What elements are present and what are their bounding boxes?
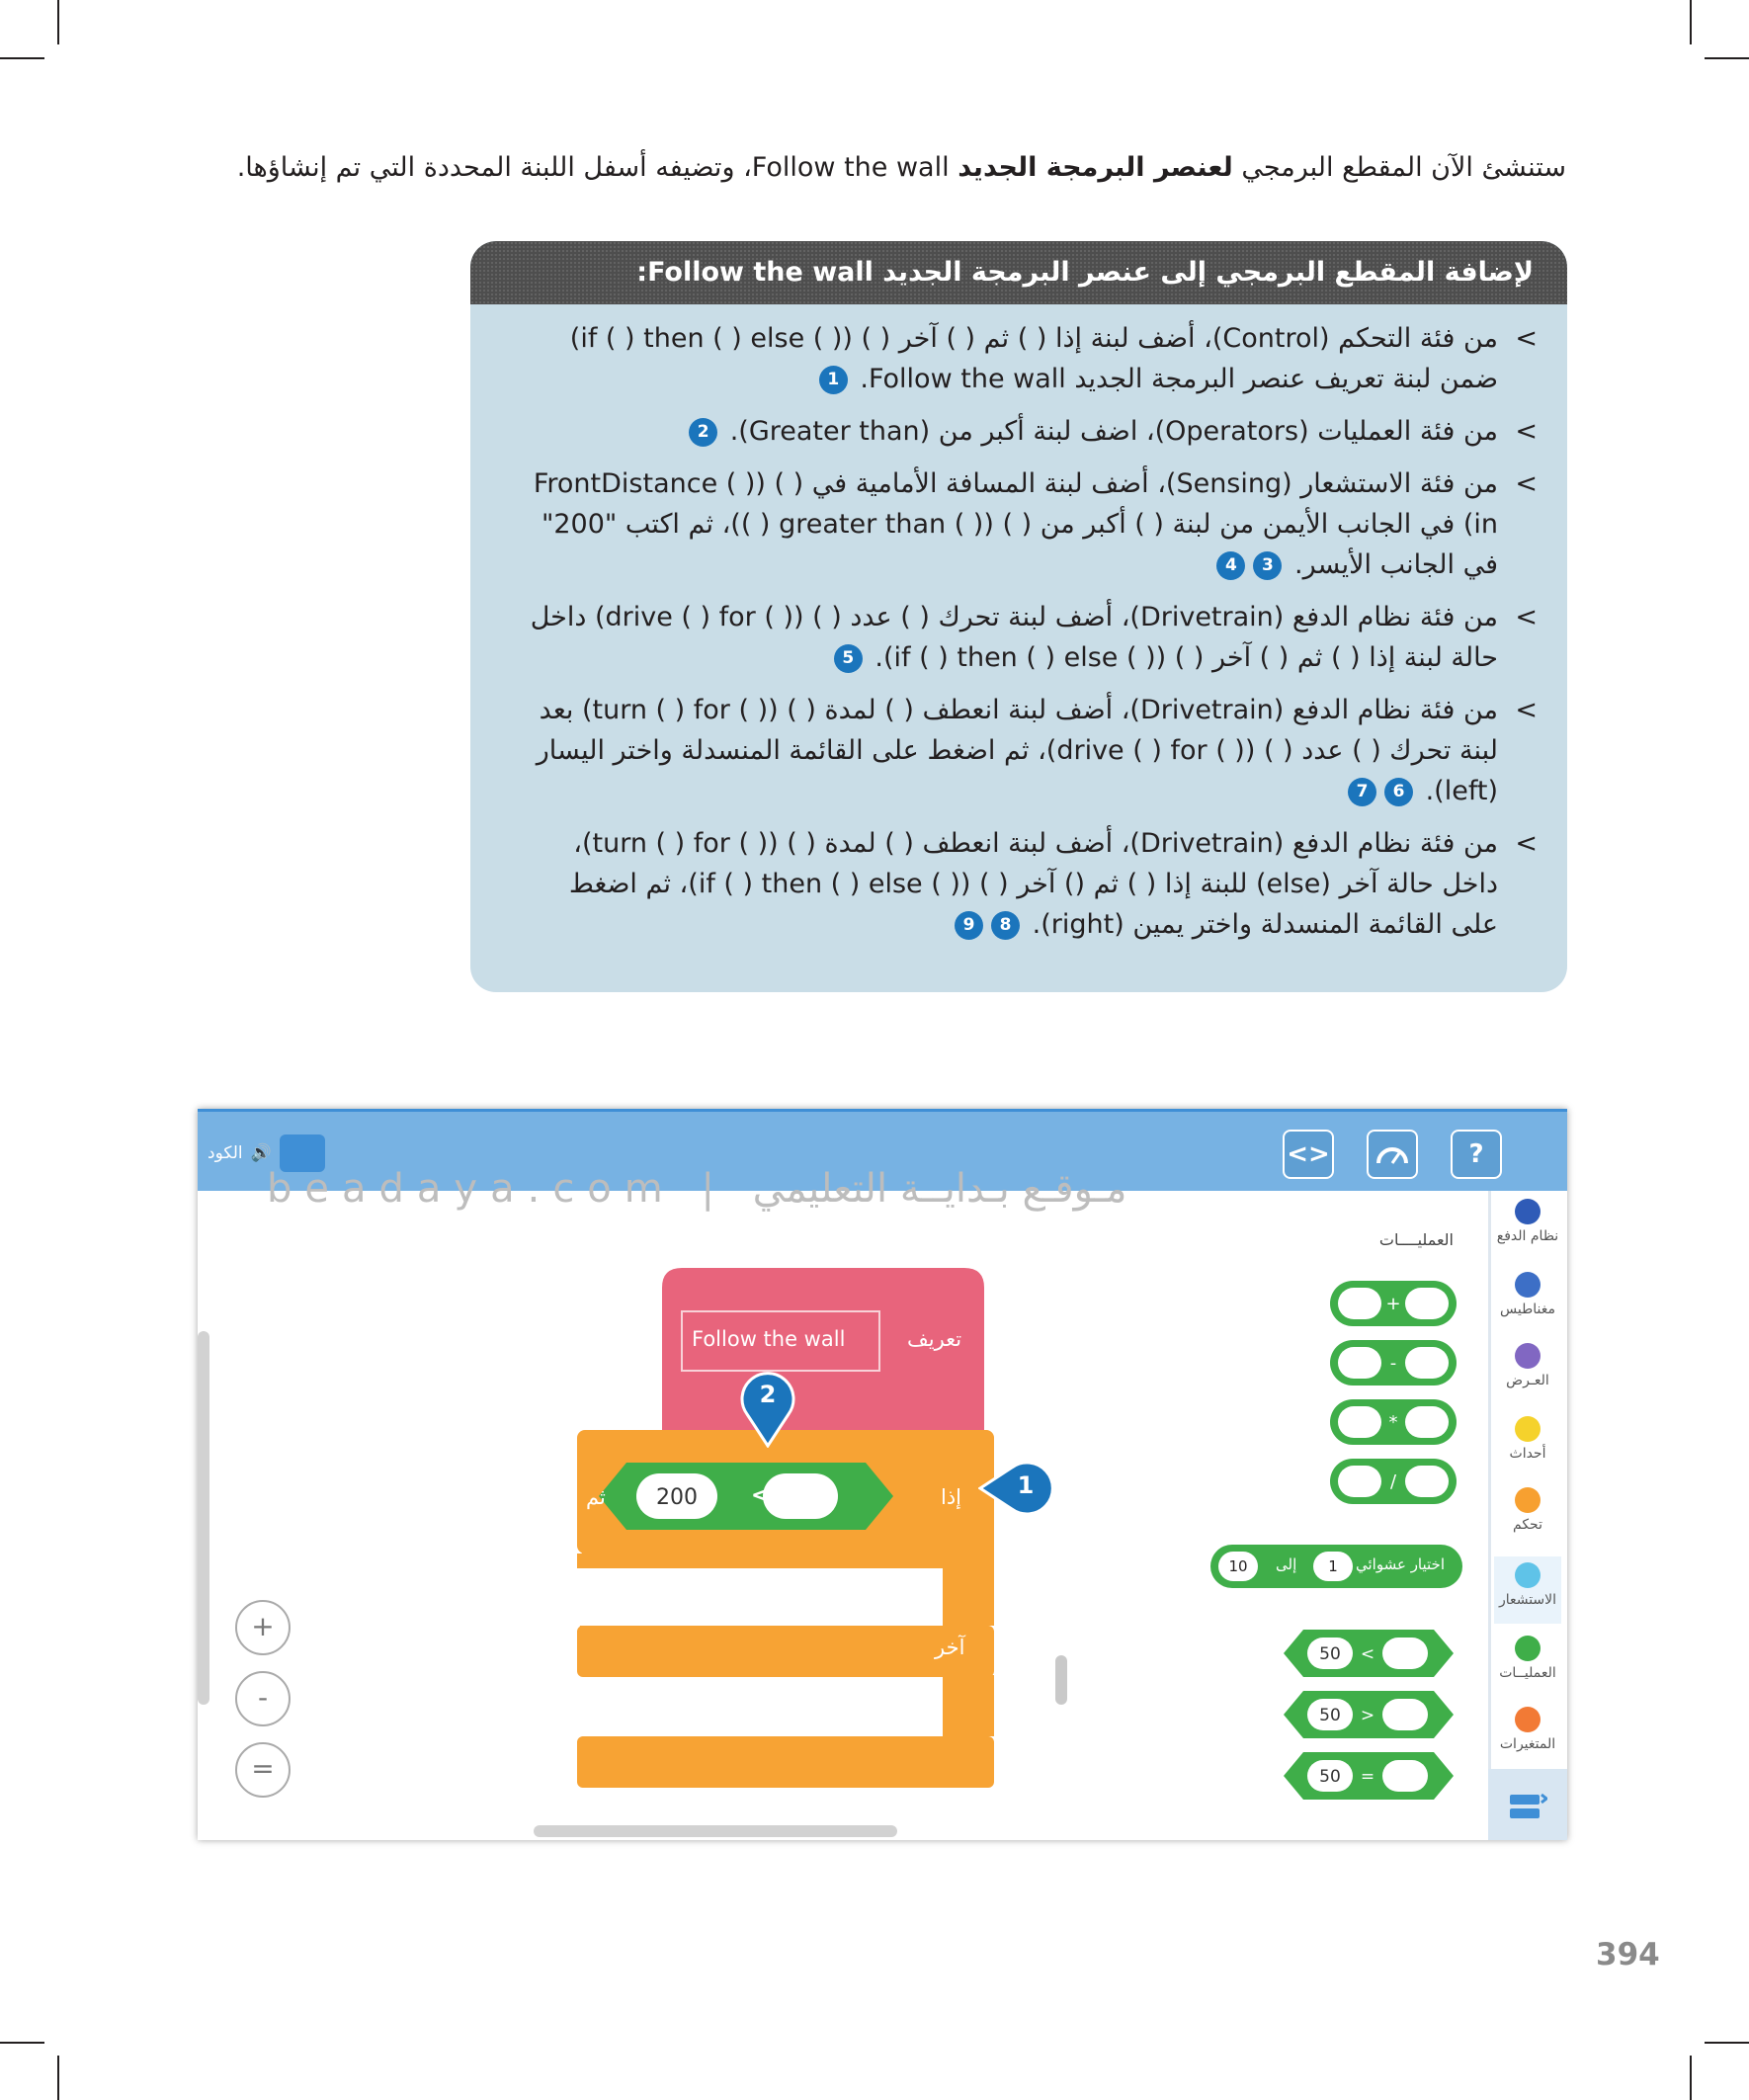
random-to-label: إلى	[1276, 1555, 1297, 1573]
marker-badge: 3	[1253, 551, 1282, 580]
comparison-slot[interactable]	[1382, 1760, 1428, 1792]
step-text: من فئة نظام الدفع (Drivetrain)، أضف لبنة انعطف ( ) لمدة ( ) (( ) turn ( ) for)، داخل حالة آخر (else) للبنة إذا ( ) ثم () آخر ( ) (( ) if ( ) then ( ) else)، ثم اضغط على القائمة المنسدلة واختر يمين (right).	[568, 828, 1498, 940]
category-dot	[1515, 1562, 1541, 1588]
random-block[interactable]	[1210, 1545, 1462, 1588]
category-dot	[1515, 1199, 1541, 1224]
define-name: Follow the wall	[692, 1327, 846, 1351]
extensions-button[interactable]	[1488, 1769, 1567, 1840]
zoom-reset-button[interactable]: =	[235, 1742, 291, 1798]
palette-title: العمليــــات	[1378, 1230, 1454, 1249]
operator-slot[interactable]	[1405, 1466, 1449, 1497]
if-label: إذا	[941, 1485, 962, 1509]
category-sensing[interactable]	[1494, 1556, 1561, 1624]
page-number: 394	[1596, 1937, 1660, 1973]
gauge-icon	[1375, 1141, 1409, 1167]
step-text: من فئة نظام الدفع (Drivetrain)، أضف لبنة انعطف ( ) لمدة ( ) (( ) turn ( ) for) بعد لبنة تحرك ( ) عدد ( ) (( ) drive ( ) for)، ثم اضغط على القائمة المنسدلة واختر اليسار (left).	[536, 695, 1498, 806]
bullet-arrow-icon: >	[1515, 323, 1538, 354]
compare-operator: <	[751, 1483, 770, 1508]
marker-badge: 6	[1384, 778, 1413, 806]
comparison-operator: >	[1360, 1706, 1375, 1725]
bullet-arrow-icon: >	[1515, 602, 1538, 632]
bullet-arrow-icon: >	[1515, 416, 1538, 447]
step-text: من فئة التحكم (Control)، أضف لبنة إذا ( ) ثم ( ) آخر ( ) (( ) if ( ) then ( ) else) ضمن لبنة تعريف عنصر البرمجة الجديد Follow the wall.	[569, 323, 1498, 394]
category-label: المتغيرات	[1499, 1736, 1556, 1752]
operator-slot[interactable]	[1405, 1288, 1449, 1319]
comparison-value: 50	[1319, 1706, 1341, 1725]
horizontal-scrollbar[interactable]	[534, 1825, 897, 1837]
marker-badge: 7	[1348, 778, 1376, 806]
zoom-out-button[interactable]: -	[235, 1671, 291, 1726]
step-item	[530, 318, 1538, 399]
random-from-value[interactable]: 1	[1313, 1552, 1353, 1581]
step-text: من فئة نظام الدفع (Drivetrain)، أضف لبنة تحرك ( ) عدد ( ) (( ) drive ( ) for) داخل حالة لبنة إذا ( ) ثم ( ) آخر ( ) (( ) if ( ) then ( ) else).	[530, 602, 1498, 673]
marker-badge: 4	[1216, 551, 1245, 580]
instruction-box	[470, 241, 1567, 992]
category-label: العـرض	[1506, 1373, 1549, 1388]
category-control[interactable]	[1494, 1487, 1561, 1533]
operator-symbol: +	[1385, 1294, 1401, 1314]
step-item	[530, 690, 1538, 811]
operator-symbol: *	[1388, 1412, 1398, 1433]
category-label: العمليــات	[1499, 1665, 1556, 1681]
intro-text: ستنشئ الآن المقطع البرمجي	[1232, 152, 1566, 183]
random-to-value[interactable]: 10	[1218, 1552, 1258, 1581]
category-label: الاستشعار	[1498, 1592, 1557, 1608]
category-drivetrain[interactable]	[1494, 1199, 1561, 1244]
category-events[interactable]	[1494, 1416, 1561, 1462]
dashboard-button[interactable]	[1367, 1130, 1418, 1179]
step-text: من فئة الاستشعار (Sensing)، أضف لبنة المسافة الأمامية في ( ) (( ) FrontDistance in) في الجانب الأيمن من لبنة ( ) أكبر من ( ) (( ) greater than ( ))، ثم اكتب "200" في الجانب الأيسر.	[533, 468, 1498, 580]
category-label: أحداث	[1509, 1446, 1546, 1462]
crop-mark	[0, 2042, 44, 2044]
crop-mark	[57, 2056, 59, 2100]
intro-paragraph	[183, 148, 1566, 188]
blocks-icon	[1508, 1791, 1547, 1824]
category-looks[interactable]	[1494, 1343, 1561, 1388]
operator-slot[interactable]	[1338, 1347, 1381, 1379]
comparison-value: 50	[1319, 1644, 1341, 1664]
watermark: beadaya.com | مـوقـع بـدايــة التعليمي	[267, 1166, 1127, 1212]
help-button[interactable]: ?	[1451, 1130, 1502, 1179]
code-view-button[interactable]: <>	[1283, 1130, 1334, 1179]
then-label: ثم	[586, 1485, 606, 1509]
category-dot	[1515, 1416, 1541, 1442]
category-dot	[1515, 1487, 1541, 1513]
operator-slot[interactable]	[1338, 1466, 1381, 1497]
crop-mark	[1690, 0, 1692, 44]
callout-2: 2	[759, 1381, 777, 1408]
marker-badge: 5	[834, 644, 863, 673]
crop-mark	[0, 57, 44, 59]
bullet-arrow-icon: >	[1515, 695, 1538, 725]
intro-text: Follow the wall، وتضيفه أسفل اللبنة المحددة التي تم إنشاؤها.	[236, 152, 958, 183]
intro-bold: لعنصر البرمجة الجديد	[958, 152, 1233, 183]
bullet-arrow-icon: >	[1515, 828, 1538, 859]
vertical-scrollbar[interactable]	[198, 1331, 209, 1705]
zoom-in-button[interactable]: +	[235, 1600, 291, 1655]
crop-mark	[1705, 2042, 1749, 2044]
crop-mark	[1705, 57, 1749, 59]
step-item	[530, 597, 1538, 678]
crop-mark	[57, 0, 59, 44]
comparison-value: 50	[1319, 1767, 1341, 1787]
category-rail	[1488, 1191, 1567, 1840]
callout-1: 1	[1017, 1471, 1035, 1499]
marker-badge: 2	[689, 418, 717, 447]
marker-badge: 8	[991, 911, 1020, 940]
define-label: تعريف	[907, 1327, 962, 1351]
bullet-arrow-icon: >	[1515, 468, 1538, 499]
steps-list	[470, 304, 1567, 945]
operator-slot[interactable]	[1338, 1406, 1381, 1438]
category-dot	[1515, 1636, 1541, 1661]
step-item	[530, 411, 1538, 452]
operator-slot[interactable]	[1405, 1406, 1449, 1438]
category-dot	[1515, 1272, 1541, 1298]
operator-slot[interactable]	[1338, 1288, 1381, 1319]
category-label: نظام الدفع	[1496, 1228, 1559, 1244]
step-item	[530, 823, 1538, 945]
compare-value[interactable]: 200	[656, 1485, 698, 1510]
category-label: تحكم	[1513, 1517, 1542, 1533]
operator-slot[interactable]	[1405, 1347, 1449, 1379]
crop-mark	[1690, 2056, 1692, 2100]
comparison-slot[interactable]	[1382, 1699, 1428, 1730]
if-else-block[interactable]	[577, 1430, 994, 1788]
speaker-icon: 🔊	[250, 1143, 272, 1163]
comparison-blocks[interactable]	[1280, 1626, 1458, 1823]
category-dot	[1515, 1707, 1541, 1732]
workspace-scroll-handle[interactable]	[1055, 1655, 1067, 1705]
category-magnet[interactable]	[1494, 1272, 1561, 1317]
step-item	[530, 463, 1538, 585]
operator-symbol: -	[1389, 1353, 1397, 1374]
operator-symbol: /	[1389, 1471, 1397, 1492]
marker-badge: 9	[955, 911, 983, 940]
category-label: مغناطيس	[1500, 1302, 1555, 1317]
code-tab-label: الكود	[208, 1143, 243, 1163]
step-text: من فئة العمليات (Operators)، اضف لبنة أكبر من (Greater than).	[729, 416, 1498, 447]
else-label: آخر	[935, 1636, 965, 1659]
editor-screenshot	[198, 1109, 1567, 1840]
comparison-operator: <	[1360, 1644, 1375, 1664]
category-variables[interactable]	[1494, 1707, 1561, 1752]
comparison-slot[interactable]	[1382, 1638, 1428, 1669]
category-operators[interactable]	[1494, 1636, 1561, 1681]
comparison-operator: =	[1360, 1767, 1375, 1787]
category-dot	[1515, 1343, 1541, 1369]
random-label: اختيار عشوائي	[1356, 1555, 1445, 1573]
instruction-title: لإضافة المقطع البرمجي إلى عنصر البرمجة الجديد Follow the wall:	[470, 241, 1567, 304]
marker-badge: 1	[819, 366, 848, 394]
arithmetic-blocks[interactable]	[1324, 1275, 1462, 1512]
